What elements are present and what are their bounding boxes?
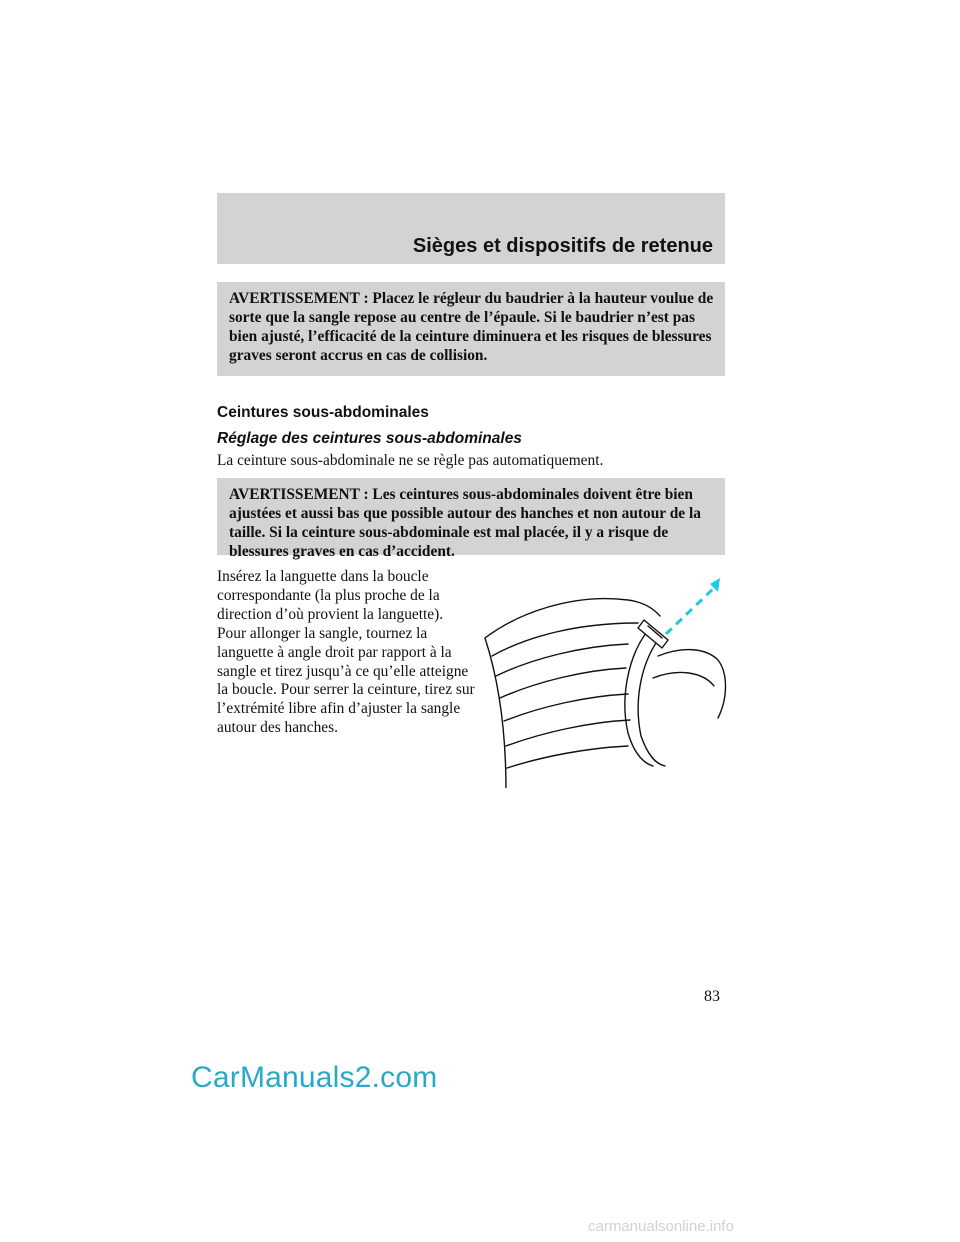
warning-box-lap-belt: AVERTISSEMENT : Les ceintures sous-abdominales doivent être bien ajustées et aussi bas que possible autour des hanches et non autour de la taille. Si la ceinture sous-abdominale est mal placée, il y a risque de blessures graves en cas d’accident. — [217, 478, 725, 555]
instructions-paragraph: Insérez la languette dans la boucle correspondante (la plus proche de la direction d’où provient la languette). Pour allonger la sangle, tournez la languette à angle droit par rapport à la sangle et tirez jusqu’à ce qu’elle atteigne la boucle. Pour serrer la ceinture, tirez sur l’extrémité libre afin d’ajuster la sangle autour des hanches. — [217, 568, 475, 737]
section-heading: Ceintures sous-abdominales — [217, 404, 429, 421]
intro-paragraph: La ceinture sous-abdominale ne se règle pas automatiquement. — [217, 452, 604, 469]
site-watermark: carmanualsonline.info — [588, 1218, 734, 1235]
subsection-heading: Réglage des ceintures sous-abdominales — [217, 430, 522, 447]
header-band — [217, 193, 725, 264]
page-title: Sièges et dispositifs de retenue — [412, 235, 713, 257]
seat-outline — [485, 599, 660, 638]
seat-left-edge — [485, 638, 506, 788]
page-number: 83 — [704, 988, 720, 1005]
warning-box-shoulder-belt: AVERTISSEMENT : Placez le régleur du baudrier à la hauteur voulue de sorte que la sangle repose au centre de l’épaule. Si le baudrier n’est pas bien ajusté, l’efficacité de la ceinture diminuera et les risques de blessures graves seront accrus en cas de collision. — [217, 282, 725, 376]
watermark-logo: CarManuals2.com — [191, 1061, 438, 1094]
lap-belt-adjustment-illustration — [478, 568, 733, 788]
arrow-icon — [666, 578, 720, 634]
